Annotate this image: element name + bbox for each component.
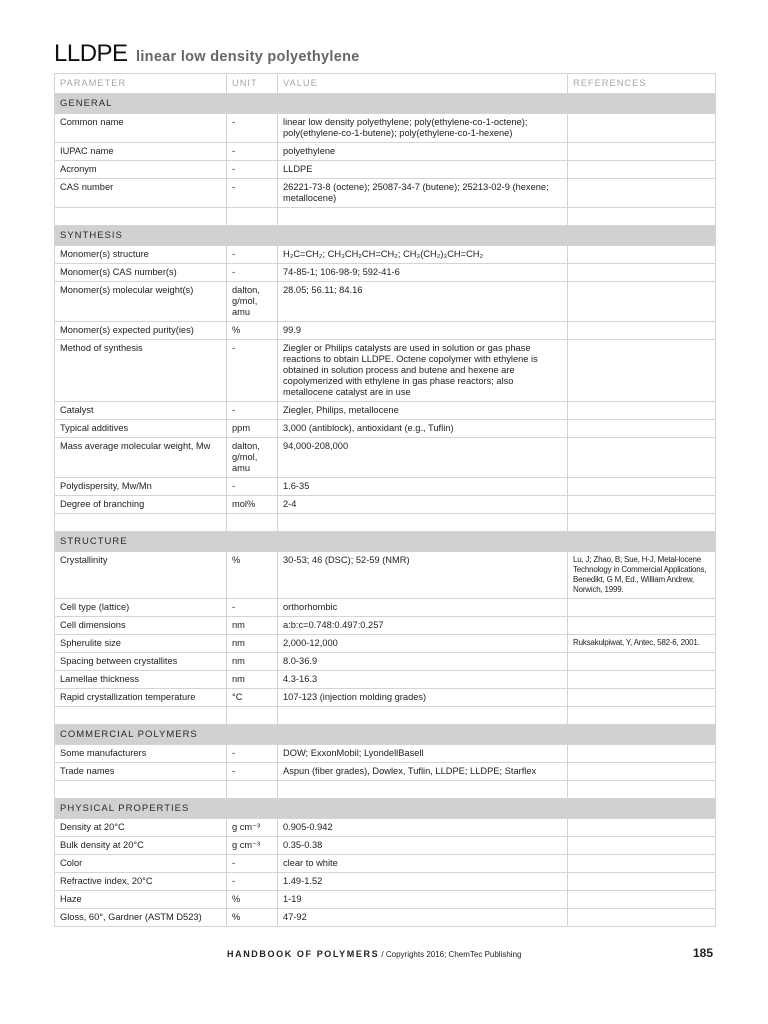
value-cell: 47-92 (278, 909, 568, 927)
parameter-cell: Lamellae thickness (55, 671, 227, 689)
empty-cell (568, 208, 716, 226)
page-number: 185 (693, 946, 714, 960)
table-row (55, 161, 716, 179)
page-title (54, 40, 360, 68)
empty-cell (568, 707, 716, 725)
unit-cell: ppm (227, 420, 278, 438)
table-row (55, 143, 716, 161)
value-cell: 0.905-0.942 (278, 819, 568, 837)
section-header-row (55, 226, 716, 246)
table-row (55, 179, 716, 208)
spacer-row (55, 707, 716, 725)
empty-cell (278, 514, 568, 532)
value-cell: Aspun (fiber grades), Dowlex, Tuflin, LLDPE; LLDPE; Starflex (278, 763, 568, 781)
empty-cell (278, 208, 568, 226)
unit-cell: % (227, 909, 278, 927)
header-references: REFERENCES (568, 74, 716, 94)
parameter-cell: Mass average molecular weight, Mw (55, 438, 227, 478)
unit-cell: - (227, 745, 278, 763)
unit-cell: nm (227, 617, 278, 635)
parameter-cell: Some manufacturers (55, 745, 227, 763)
reference-cell (568, 763, 716, 781)
reference-cell (568, 496, 716, 514)
parameter-cell: Spacing between crystallites (55, 653, 227, 671)
table-row (55, 599, 716, 617)
reference-cell (568, 420, 716, 438)
unit-cell: °C (227, 689, 278, 707)
parameter-cell: Gloss, 60°, Gardner (ASTM D523) (55, 909, 227, 927)
section-header-row (55, 799, 716, 819)
parameter-cell: Method of synthesis (55, 340, 227, 402)
parameter-cell: Monomer(s) CAS number(s) (55, 264, 227, 282)
unit-cell: g cm⁻³ (227, 837, 278, 855)
unit-cell: - (227, 340, 278, 402)
value-cell: 107-123 (injection molding grades) (278, 689, 568, 707)
value-cell: 1.49-1.52 (278, 873, 568, 891)
empty-cell (227, 707, 278, 725)
footer (227, 949, 521, 959)
empty-cell (227, 514, 278, 532)
section-title: PHYSICAL PROPERTIES (55, 799, 716, 819)
polymer-full-name: linear low density polyethylene (136, 49, 360, 65)
empty-cell (568, 514, 716, 532)
unit-cell: % (227, 322, 278, 340)
table-row (55, 837, 716, 855)
unit-cell: - (227, 179, 278, 208)
table-header-row (55, 74, 716, 94)
value-cell: 94,000-208,000 (278, 438, 568, 478)
unit-cell: - (227, 478, 278, 496)
reference-cell (568, 855, 716, 873)
properties-table (54, 73, 716, 927)
reference-cell (568, 873, 716, 891)
value-cell: 28.05; 56.11; 84.16 (278, 282, 568, 322)
parameter-cell: Crystallinity (55, 552, 227, 599)
value-cell: 8.0-36.9 (278, 653, 568, 671)
unit-cell: - (227, 114, 278, 143)
table-row (55, 745, 716, 763)
reference-cell (568, 653, 716, 671)
table-row (55, 552, 716, 599)
table-row (55, 909, 716, 927)
value-cell: 99.9 (278, 322, 568, 340)
unit-cell: dalton, g/mol, amu (227, 282, 278, 322)
empty-cell (227, 781, 278, 799)
polymer-abbreviation: LLDPE (54, 40, 128, 67)
unit-cell: nm (227, 635, 278, 653)
table-row (55, 282, 716, 322)
value-cell: 30-53; 46 (DSC); 52-59 (NMR) (278, 552, 568, 599)
unit-cell: - (227, 246, 278, 264)
reference-cell (568, 837, 716, 855)
reference-cell (568, 402, 716, 420)
value-cell: polyethylene (278, 143, 568, 161)
table-row (55, 671, 716, 689)
empty-cell (227, 208, 278, 226)
reference-cell: Ruksakulpiwat, Y, Antec, 582-6, 2001. (568, 635, 716, 653)
unit-cell: - (227, 855, 278, 873)
empty-cell (278, 707, 568, 725)
value-cell: DOW; ExxonMobil; LyondellBasell (278, 745, 568, 763)
value-cell: Ziegler or Philips catalysts are used in solution or gas phase reactions to obtain LLDPE. Octene copolymer with ethylene is obtained in solution process and butene and hexene are copolymerized with ethylene in gas phase reactors; also metallocene catalyst are in use (278, 340, 568, 402)
unit-cell: - (227, 873, 278, 891)
reference-cell (568, 819, 716, 837)
section-title: STRUCTURE (55, 532, 716, 552)
parameter-cell: Haze (55, 891, 227, 909)
header-parameter: PARAMETER (55, 74, 227, 94)
unit-cell: % (227, 891, 278, 909)
reference-cell (568, 282, 716, 322)
value-cell: 0.35-0.38 (278, 837, 568, 855)
parameter-cell: Rapid crystallization temperature (55, 689, 227, 707)
reference-cell (568, 322, 716, 340)
empty-cell (278, 781, 568, 799)
section-title: COMMERCIAL POLYMERS (55, 725, 716, 745)
section-header-row (55, 532, 716, 552)
value-cell: 74-85-1; 106-98-9; 592-41-6 (278, 264, 568, 282)
reference-cell (568, 246, 716, 264)
empty-cell (55, 707, 227, 725)
parameter-cell: Bulk density at 20°C (55, 837, 227, 855)
unit-cell: g cm⁻³ (227, 819, 278, 837)
unit-cell: - (227, 161, 278, 179)
parameter-cell: Polydispersity, Mw/Mn (55, 478, 227, 496)
empty-cell (55, 208, 227, 226)
value-cell: orthorhombic (278, 599, 568, 617)
parameter-cell: Trade names (55, 763, 227, 781)
header-value: VALUE (278, 74, 568, 94)
reference-cell (568, 617, 716, 635)
table-row (55, 264, 716, 282)
spacer-row (55, 208, 716, 226)
table-row (55, 478, 716, 496)
value-cell: 3,000 (antiblock), antioxidant (e.g., Tuflin) (278, 420, 568, 438)
reference-cell (568, 264, 716, 282)
parameter-cell: Typical additives (55, 420, 227, 438)
unit-cell: - (227, 264, 278, 282)
section-title: SYNTHESIS (55, 226, 716, 246)
unit-cell: nm (227, 653, 278, 671)
unit-cell: dalton, g/mol, amu (227, 438, 278, 478)
empty-cell (568, 781, 716, 799)
reference-cell (568, 909, 716, 927)
reference-cell (568, 438, 716, 478)
table-row (55, 617, 716, 635)
section-header-row (55, 725, 716, 745)
reference-cell (568, 161, 716, 179)
value-cell: 4.3-16.3 (278, 671, 568, 689)
reference-cell (568, 340, 716, 402)
value-cell: H₂C=CH₂; CH₃CH₂CH=CH₂; CH₃(CH₂)₃CH=CH₂ (278, 246, 568, 264)
parameter-cell: Cell type (lattice) (55, 599, 227, 617)
unit-cell: mol% (227, 496, 278, 514)
reference-cell (568, 745, 716, 763)
value-cell: a:b:c=0.748:0.497:0.257 (278, 617, 568, 635)
reference-cell (568, 689, 716, 707)
reference-cell (568, 114, 716, 143)
parameter-cell: Color (55, 855, 227, 873)
table-row (55, 402, 716, 420)
unit-cell: - (227, 143, 278, 161)
value-cell: 1.6-35 (278, 478, 568, 496)
empty-cell (55, 514, 227, 532)
unit-cell: - (227, 599, 278, 617)
parameter-cell: Refractive index, 20°C (55, 873, 227, 891)
header-unit: UNIT (227, 74, 278, 94)
parameter-cell: Monomer(s) structure (55, 246, 227, 264)
table-row (55, 763, 716, 781)
copyright-notice: / Copyrights 2016; ChemTec Publishing (379, 950, 522, 959)
table-row (55, 635, 716, 653)
table-row (55, 819, 716, 837)
value-cell: 2,000-12,000 (278, 635, 568, 653)
table-row (55, 340, 716, 402)
parameter-cell: Spherulite size (55, 635, 227, 653)
table-row (55, 653, 716, 671)
value-cell: 2-4 (278, 496, 568, 514)
parameter-cell: Cell dimensions (55, 617, 227, 635)
reference-cell (568, 478, 716, 496)
value-cell: Ziegler, Philips, metallocene (278, 402, 568, 420)
table-row (55, 114, 716, 143)
handbook-title: HANDBOOK OF POLYMERS (227, 949, 380, 959)
unit-cell: % (227, 552, 278, 599)
reference-cell (568, 671, 716, 689)
parameter-cell: Acronym (55, 161, 227, 179)
table-row (55, 322, 716, 340)
parameter-cell: Common name (55, 114, 227, 143)
parameter-cell: Density at 20°C (55, 819, 227, 837)
reference-cell (568, 179, 716, 208)
parameter-cell: Degree of branching (55, 496, 227, 514)
reference-cell (568, 143, 716, 161)
value-cell: LLDPE (278, 161, 568, 179)
parameter-cell: Catalyst (55, 402, 227, 420)
value-cell: 26221-73-8 (octene); 25087-34-7 (butene); 25213-02-9 (hexene; metallocene) (278, 179, 568, 208)
value-cell: 1-19 (278, 891, 568, 909)
table-row (55, 891, 716, 909)
reference-cell (568, 891, 716, 909)
parameter-cell: Monomer(s) molecular weight(s) (55, 282, 227, 322)
table-row (55, 855, 716, 873)
section-title: GENERAL (55, 94, 716, 114)
section-header-row (55, 94, 716, 114)
table-row (55, 420, 716, 438)
table-row (55, 873, 716, 891)
unit-cell: - (227, 763, 278, 781)
unit-cell: nm (227, 671, 278, 689)
value-cell: clear to white (278, 855, 568, 873)
parameter-cell: CAS number (55, 179, 227, 208)
value-cell: linear low density polyethylene; poly(ethylene-co-1-octene); poly(ethylene-co-1-butene); poly(ethylene-co-1-hexene) (278, 114, 568, 143)
parameter-cell: IUPAC name (55, 143, 227, 161)
reference-cell (568, 599, 716, 617)
table-row (55, 689, 716, 707)
parameter-cell: Monomer(s) expected purity(ies) (55, 322, 227, 340)
table-row (55, 438, 716, 478)
unit-cell: - (227, 402, 278, 420)
empty-cell (55, 781, 227, 799)
table-row (55, 246, 716, 264)
spacer-row (55, 514, 716, 532)
reference-cell: Lu, J; Zhao, B; Sue, H-J, Metal-locene Technology in Commercial Applications, Benedikt, G M, Ed., William Andrew, Norwich, 1999. (568, 552, 716, 599)
table-row (55, 496, 716, 514)
spacer-row (55, 781, 716, 799)
